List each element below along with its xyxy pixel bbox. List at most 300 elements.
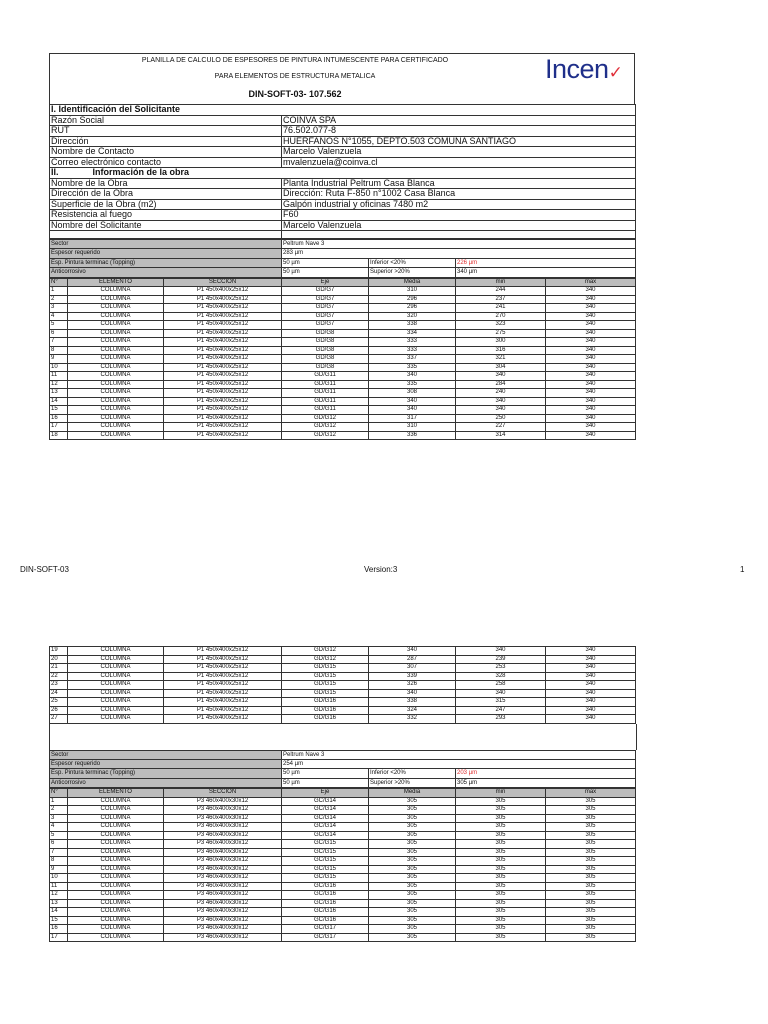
min-cell: 275 [456, 329, 546, 338]
row-number: 8 [50, 857, 68, 866]
elemento-cell: COLUMNA [68, 647, 164, 656]
elemento-cell: COLUMNA [68, 363, 164, 372]
max-cell: 340 [546, 372, 636, 381]
seccion-cell: P3 460x400x30x12 [164, 797, 282, 806]
anticorrosivo-label: Anticorrosivo [50, 268, 282, 277]
media-cell: 305 [369, 840, 456, 849]
topping-label: Esp. Pintura terminac (Topping) [50, 769, 282, 778]
row-number: 6 [50, 840, 68, 849]
seccion-cell: P3 460x400x30x12 [164, 874, 282, 883]
field-value: Planta Industrial Peltrum Casa Blanca [282, 178, 636, 189]
min-cell: 305 [456, 823, 546, 832]
seccion-cell: P1 450x400x25x12 [164, 304, 282, 313]
max-cell: 340 [546, 423, 636, 432]
elemento-cell: COLUMNA [68, 848, 164, 857]
max-cell: 305 [546, 840, 636, 849]
seccion-cell: P3 460x400x30x12 [164, 916, 282, 925]
table-row [50, 865, 636, 874]
row-number: 20 [50, 655, 68, 664]
table-row [50, 797, 636, 806]
media-cell: 305 [369, 874, 456, 883]
max-cell: 340 [546, 329, 636, 338]
elemento-cell: COLUMNA [68, 899, 164, 908]
elemento-cell: COLUMNA [68, 355, 164, 364]
eje-cell: GD/G11 [282, 397, 369, 406]
anticorrosivo-label: Anticorrosivo [50, 778, 282, 787]
field-value: Galpón industrial y oficinas 7480 m2 [282, 199, 636, 210]
eje-cell: GD/G12 [282, 414, 369, 423]
row-number: 25 [50, 698, 68, 707]
min-cell: 305 [456, 797, 546, 806]
media-cell: 305 [369, 933, 456, 942]
eje-cell: GD/G11 [282, 389, 369, 398]
col-max: max [546, 278, 636, 287]
row-number: 6 [50, 329, 68, 338]
eje-cell: GD/G8 [282, 346, 369, 355]
table-row [50, 899, 636, 908]
media-cell: 310 [369, 423, 456, 432]
max-cell: 305 [546, 857, 636, 866]
eje-cell: GC/G16 [282, 882, 369, 891]
min-cell: 340 [456, 372, 546, 381]
media-cell: 305 [369, 925, 456, 934]
table-row [50, 806, 636, 815]
col-media: Media [369, 789, 456, 798]
min-cell: 237 [456, 295, 546, 304]
elemento-cell: COLUMNA [68, 925, 164, 934]
max-cell: 340 [546, 355, 636, 364]
row-number: 2 [50, 806, 68, 815]
min-cell: 253 [456, 664, 546, 673]
field-value: mvalenzuela@coinva.cl [282, 157, 636, 168]
row-number: 3 [50, 814, 68, 823]
check-icon: ✓ [608, 63, 623, 82]
elemento-cell: COLUMNA [68, 715, 164, 724]
seccion-cell: P1 450x400x25x12 [164, 698, 282, 707]
title-line-1: PLANILLA DE CALCULO DE ESPESORES DE PINTURA INTUMESCENTE PARA CERTIFICADO [141, 57, 449, 64]
min-cell: 250 [456, 414, 546, 423]
table-row [50, 647, 636, 656]
min-cell: 239 [456, 655, 546, 664]
row-number: 11 [50, 882, 68, 891]
eje-cell: GD/G7 [282, 321, 369, 330]
elemento-cell: COLUMNA [68, 882, 164, 891]
row-number: 27 [50, 715, 68, 724]
table-row [50, 406, 636, 415]
media-cell: 305 [369, 823, 456, 832]
field-label: Razón Social [50, 115, 282, 126]
max-cell: 340 [546, 312, 636, 321]
max-cell: 305 [546, 797, 636, 806]
seccion-cell: P1 450x400x25x12 [164, 389, 282, 398]
elemento-cell: COLUMNA [68, 706, 164, 715]
eje-cell: GC/G14 [282, 814, 369, 823]
elemento-cell: COLUMNA [68, 698, 164, 707]
min-cell: 305 [456, 891, 546, 900]
table-row [50, 933, 636, 942]
seccion-cell: P1 450x400x25x12 [164, 681, 282, 690]
media-cell: 305 [369, 916, 456, 925]
eje-cell: GD/G8 [282, 355, 369, 364]
page-2 [49, 646, 635, 942]
superior-label: Superior >20% [369, 268, 456, 277]
sector-label: Sector [50, 750, 282, 759]
eje-cell: GC/G15 [282, 840, 369, 849]
elemento-cell: COLUMNA [68, 806, 164, 815]
row-number: 8 [50, 346, 68, 355]
max-cell: 340 [546, 346, 636, 355]
table-row [50, 698, 636, 707]
footer-doc-code: DIN-SOFT-03 [20, 565, 69, 574]
max-cell: 305 [546, 882, 636, 891]
anticorrosivo-value: 50 µm [282, 778, 369, 787]
elemento-cell: COLUMNA [68, 389, 164, 398]
max-cell: 340 [546, 287, 636, 296]
row-number: 13 [50, 899, 68, 908]
max-cell: 305 [546, 823, 636, 832]
table-row [50, 338, 636, 347]
elemento-cell: COLUMNA [68, 840, 164, 849]
max-cell: 305 [546, 933, 636, 942]
min-cell: 314 [456, 431, 546, 440]
elemento-cell: COLUMNA [68, 321, 164, 330]
max-cell: 340 [546, 706, 636, 715]
eje-cell: GD/G15 [282, 689, 369, 698]
seccion-cell: P1 450x400x25x12 [164, 715, 282, 724]
media-cell: 310 [369, 287, 456, 296]
row-number: 9 [50, 865, 68, 874]
anticorrosivo-value: 50 µm [282, 268, 369, 277]
eje-cell: GD/G15 [282, 664, 369, 673]
table-row [50, 414, 636, 423]
sector-value: Peltrum Nave 3 [282, 240, 636, 249]
col-max: max [546, 789, 636, 798]
media-cell: 320 [369, 312, 456, 321]
media-cell: 334 [369, 329, 456, 338]
eje-cell: GD/G8 [282, 338, 369, 347]
table-row [50, 848, 636, 857]
min-cell: 340 [456, 397, 546, 406]
identification-table [49, 104, 636, 239]
eje-cell: GD/G7 [282, 287, 369, 296]
espesor-value: 283 µm [282, 249, 636, 258]
media-cell: 339 [369, 672, 456, 681]
max-cell: 340 [546, 414, 636, 423]
row-number: 18 [50, 431, 68, 440]
eje-cell: GC/G16 [282, 908, 369, 917]
eje-cell: GD/G7 [282, 304, 369, 313]
media-cell: 324 [369, 706, 456, 715]
table-row [50, 372, 636, 381]
table-row [50, 321, 636, 330]
min-cell: 305 [456, 933, 546, 942]
sector-1-table [49, 278, 636, 441]
min-cell: 340 [456, 647, 546, 656]
table-row [50, 355, 636, 364]
eje-cell: GD/G16 [282, 715, 369, 724]
table-row [50, 389, 636, 398]
espesor-label: Espesor requerido [50, 759, 282, 768]
elemento-cell: COLUMNA [68, 655, 164, 664]
col-min: min [456, 789, 546, 798]
media-cell: 305 [369, 814, 456, 823]
col-media: Media [369, 278, 456, 287]
max-cell: 340 [546, 397, 636, 406]
max-cell: 305 [546, 925, 636, 934]
doc-code: DIN-SOFT-03- 107.562 [248, 89, 342, 99]
table-row [50, 814, 636, 823]
eje-cell: GD/G7 [282, 295, 369, 304]
elemento-cell: COLUMNA [68, 681, 164, 690]
media-cell: 305 [369, 882, 456, 891]
table-header [50, 789, 636, 798]
elemento-cell: COLUMNA [68, 329, 164, 338]
col-seccion: SECCIÓN [164, 789, 282, 798]
table-row [50, 857, 636, 866]
eje-cell: GC/G15 [282, 848, 369, 857]
max-cell: 340 [546, 389, 636, 398]
seccion-cell: P3 460x400x30x12 [164, 823, 282, 832]
row-number: 21 [50, 664, 68, 673]
table-row [50, 287, 636, 296]
eje-cell: GD/G15 [282, 672, 369, 681]
espesor-value: 254 µm [282, 759, 636, 768]
eje-cell: GC/G14 [282, 806, 369, 815]
table-row [50, 380, 636, 389]
elemento-cell: COLUMNA [68, 908, 164, 917]
media-cell: 340 [369, 689, 456, 698]
elemento-cell: COLUMNA [68, 865, 164, 874]
table-row [50, 715, 636, 724]
max-cell: 340 [546, 431, 636, 440]
elemento-cell: COLUMNA [68, 823, 164, 832]
row-number: 15 [50, 916, 68, 925]
field-label: Correo electrónico contacto [50, 157, 282, 168]
min-cell: 305 [456, 848, 546, 857]
min-cell: 270 [456, 312, 546, 321]
seccion-cell: P1 450x400x25x12 [164, 423, 282, 432]
sector-2-table [49, 788, 636, 942]
footer-page-number: 1 [740, 565, 745, 574]
eje-cell: GC/G15 [282, 865, 369, 874]
max-cell: 305 [546, 814, 636, 823]
elemento-cell: COLUMNA [68, 414, 164, 423]
seccion-cell: P1 450x400x25x12 [164, 312, 282, 321]
elemento-cell: COLUMNA [68, 295, 164, 304]
max-cell: 340 [546, 715, 636, 724]
eje-cell: GD/G11 [282, 372, 369, 381]
row-number: 26 [50, 706, 68, 715]
eje-cell: GC/G16 [282, 899, 369, 908]
seccion-cell: P1 450x400x25x12 [164, 363, 282, 372]
elemento-cell: COLUMNA [68, 304, 164, 313]
col-eje: Eje [282, 789, 369, 798]
max-cell: 305 [546, 891, 636, 900]
max-cell: 340 [546, 681, 636, 690]
media-cell: 308 [369, 389, 456, 398]
table-row [50, 312, 636, 321]
max-cell: 340 [546, 406, 636, 415]
min-cell: 340 [456, 689, 546, 698]
min-cell: 323 [456, 321, 546, 330]
row-number: 17 [50, 423, 68, 432]
seccion-cell: P1 450x400x25x12 [164, 414, 282, 423]
seccion-cell: P1 450x400x25x12 [164, 321, 282, 330]
elemento-cell: COLUMNA [68, 423, 164, 432]
min-cell: 305 [456, 814, 546, 823]
row-number: 15 [50, 406, 68, 415]
row-number: 22 [50, 672, 68, 681]
max-cell: 305 [546, 916, 636, 925]
seccion-cell: P1 450x400x25x12 [164, 706, 282, 715]
min-cell: 328 [456, 672, 546, 681]
min-cell: 340 [456, 406, 546, 415]
table-row [50, 689, 636, 698]
seccion-cell: P1 450x400x25x12 [164, 287, 282, 296]
min-cell: 305 [456, 865, 546, 874]
max-cell: 340 [546, 304, 636, 313]
table-row [50, 874, 636, 883]
sector-value: Peltrum Nave 3 [282, 750, 636, 759]
row-number: 1 [50, 797, 68, 806]
min-cell: 244 [456, 287, 546, 296]
table-row [50, 431, 636, 440]
field-label: RUT [50, 126, 282, 137]
eje-cell: GC/G16 [282, 916, 369, 925]
seccion-cell: P1 450x400x25x12 [164, 664, 282, 673]
seccion-cell: P1 450x400x25x12 [164, 372, 282, 381]
max-cell: 340 [546, 338, 636, 347]
seccion-cell: P1 450x400x25x12 [164, 346, 282, 355]
col-elemento: ELEMENTO [68, 278, 164, 287]
max-cell: 340 [546, 672, 636, 681]
table-row [50, 916, 636, 925]
min-cell: 305 [456, 806, 546, 815]
seccion-cell: P1 450x400x25x12 [164, 689, 282, 698]
table-row [50, 672, 636, 681]
seccion-cell: P1 450x400x25x12 [164, 329, 282, 338]
seccion-cell: P1 450x400x25x12 [164, 380, 282, 389]
table-row [50, 664, 636, 673]
row-number: 3 [50, 304, 68, 313]
media-cell: 337 [369, 355, 456, 364]
seccion-cell: P3 460x400x30x12 [164, 857, 282, 866]
row-number: 16 [50, 414, 68, 423]
table-row [50, 304, 636, 313]
max-cell: 340 [546, 698, 636, 707]
media-cell: 326 [369, 681, 456, 690]
eje-cell: GD/G15 [282, 681, 369, 690]
sector-label: Sector [50, 240, 282, 249]
seccion-cell: P1 450x400x25x12 [164, 295, 282, 304]
row-number: 12 [50, 380, 68, 389]
table-row [50, 397, 636, 406]
sector-1-summary [49, 239, 636, 278]
media-cell: 305 [369, 848, 456, 857]
superior-value: 305 µm [456, 778, 636, 787]
elemento-cell: COLUMNA [68, 933, 164, 942]
seccion-cell: P3 460x400x30x12 [164, 899, 282, 908]
table-row [50, 706, 636, 715]
min-cell: 305 [456, 908, 546, 917]
min-cell: 321 [456, 355, 546, 364]
seccion-cell: P1 450x400x25x12 [164, 672, 282, 681]
min-cell: 258 [456, 681, 546, 690]
seccion-cell: P1 450x400x25x12 [164, 355, 282, 364]
elemento-cell: COLUMNA [68, 916, 164, 925]
row-number: 16 [50, 925, 68, 934]
table-row [50, 891, 636, 900]
inferior-value: 226 µm [456, 258, 636, 267]
seccion-cell: P3 460x400x30x12 [164, 865, 282, 874]
seccion-cell: P1 450x400x25x12 [164, 397, 282, 406]
elemento-cell: COLUMNA [68, 406, 164, 415]
max-cell: 305 [546, 865, 636, 874]
elemento-cell: COLUMNA [68, 380, 164, 389]
row-number: 5 [50, 831, 68, 840]
inferior-label: Inferior <20% [369, 769, 456, 778]
eje-cell: GD/G8 [282, 363, 369, 372]
row-number: 7 [50, 338, 68, 347]
table-row [50, 363, 636, 372]
row-number: 4 [50, 823, 68, 832]
seccion-cell: P3 460x400x30x12 [164, 814, 282, 823]
col-n: N° [50, 278, 68, 287]
field-label: Resistencia al fuego [50, 210, 282, 221]
min-cell: 305 [456, 916, 546, 925]
section-1-title: I. Identificación del Solicitante [50, 105, 636, 116]
title-line-2: PARA ELEMENTOS DE ESTRUCTURA METALICA [214, 73, 376, 80]
eje-cell: GD/G8 [282, 329, 369, 338]
min-cell: 304 [456, 363, 546, 372]
elemento-cell: COLUMNA [68, 664, 164, 673]
row-number: 1 [50, 287, 68, 296]
media-cell: 336 [369, 431, 456, 440]
media-cell: 305 [369, 857, 456, 866]
field-label: Dirección [50, 136, 282, 147]
max-cell: 340 [546, 655, 636, 664]
table-row [50, 329, 636, 338]
media-cell: 332 [369, 715, 456, 724]
max-cell: 340 [546, 380, 636, 389]
min-cell: 247 [456, 706, 546, 715]
elemento-cell: COLUMNA [68, 672, 164, 681]
media-cell: 305 [369, 797, 456, 806]
table-row [50, 882, 636, 891]
min-cell: 305 [456, 899, 546, 908]
table-row [50, 908, 636, 917]
min-cell: 305 [456, 857, 546, 866]
sector-2-summary [49, 750, 636, 789]
min-cell: 240 [456, 389, 546, 398]
elemento-cell: COLUMNA [68, 814, 164, 823]
eje-cell: GD/G12 [282, 655, 369, 664]
page-1 [49, 53, 635, 440]
row-number: 24 [50, 689, 68, 698]
eje-cell: GD/G12 [282, 431, 369, 440]
seccion-cell: P3 460x400x30x12 [164, 908, 282, 917]
min-cell: 241 [456, 304, 546, 313]
elemento-cell: COLUMNA [68, 287, 164, 296]
min-cell: 305 [456, 840, 546, 849]
row-number: 13 [50, 389, 68, 398]
table-row [50, 681, 636, 690]
min-cell: 305 [456, 925, 546, 934]
min-cell: 316 [456, 346, 546, 355]
max-cell: 340 [546, 295, 636, 304]
elemento-cell: COLUMNA [68, 312, 164, 321]
row-number: 7 [50, 848, 68, 857]
